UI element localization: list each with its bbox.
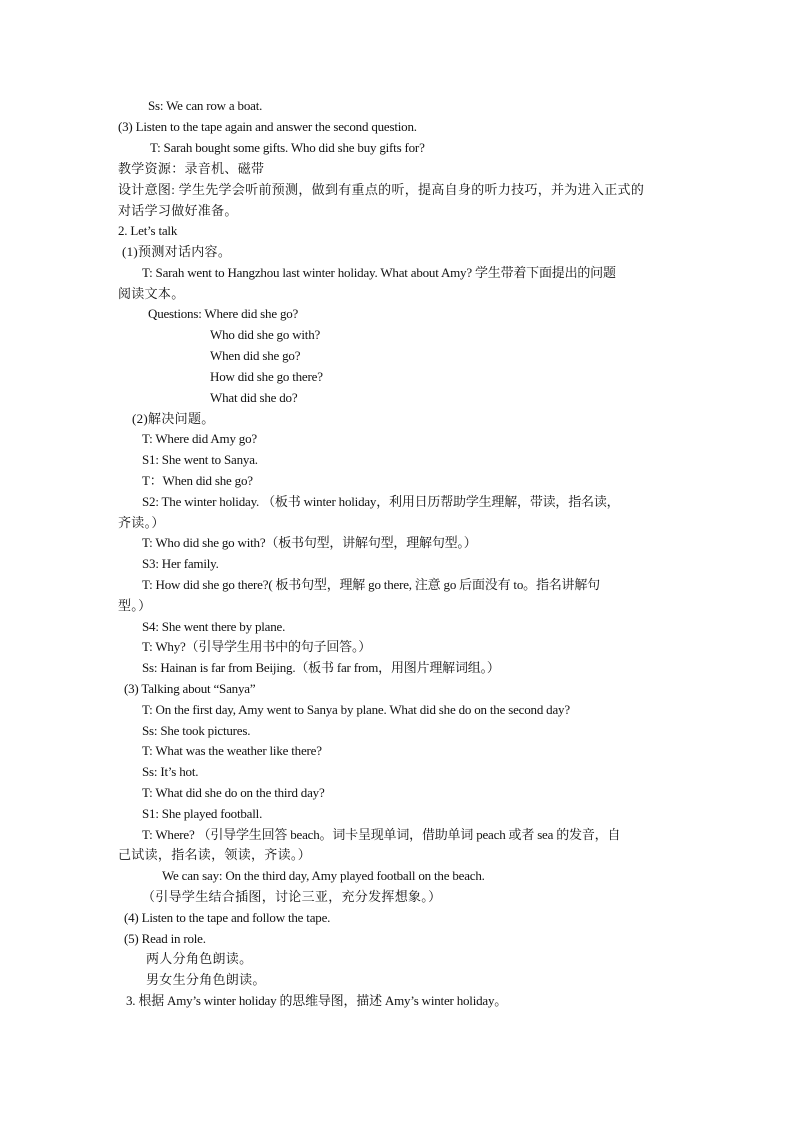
text-line: Ss: Hainan is far from Beijing.（板书 far from，用图片理解词组。） <box>142 660 500 675</box>
text-line: T: Sarah went to Hangzhou last winter holiday. What about Amy? 学生带着下面提出的问题 <box>142 265 616 280</box>
text-line: When did she go? <box>210 348 301 363</box>
text-line: T: What was the weather like there? <box>142 743 322 758</box>
text-line: S1: She went to Sanya. <box>142 452 258 467</box>
text-line: 男女生分角色朗读。 <box>146 972 266 987</box>
subsection-heading: (3) Talking about “Sanya” <box>124 681 256 696</box>
text-line: How did she go there? <box>210 369 323 384</box>
text-line: Ss: She took pictures. <box>142 723 251 738</box>
text-line: S3: Her family. <box>142 556 219 571</box>
text-line: T：When did she go? <box>142 473 253 488</box>
text-line: T: What did she do on the third day? <box>142 785 325 800</box>
text-line: 对话学习做好准备。 <box>118 203 238 218</box>
text-line: Ss: We can row a boat. <box>148 98 263 113</box>
text-line: T: Sarah bought some gifts. Who did she buy gifts for? <box>150 140 425 155</box>
text-line: Ss: It’s hot. <box>142 764 199 779</box>
text-line: T: Why?（引导学生用书中的句子回答。） <box>142 639 372 654</box>
section-heading: 2. Let’s talk <box>118 223 178 238</box>
text-line: T: Who did she go with?（板书句型，讲解句型，理解句型。） <box>142 535 477 550</box>
text-line: S1: She played football. <box>142 806 263 821</box>
subsection-heading: (2)解决问题。 <box>132 411 215 426</box>
text-line: Who did she go with? <box>210 327 321 342</box>
text-line: 型。） <box>118 598 152 613</box>
subsection-heading: (1)预测对话内容。 <box>122 244 232 259</box>
text-line: T: Where? （引导学生回答 beach。词卡呈现单词，借助单词 peach 或者 sea 的发音，自 <box>142 827 621 842</box>
text-line: 阅读文本。 <box>118 286 185 301</box>
text-line: 设计意图: 学生先学会听前预测，做到有重点的听，提高自身的听力技巧，并为进入正式的 <box>118 182 645 197</box>
text-line: 教学资源：录音机、磁带 <box>118 161 265 176</box>
subsection-heading: (4) Listen to the tape and follow the tape. <box>124 910 331 925</box>
text-line: 己试读，指名读，领读，齐读。） <box>118 847 312 862</box>
text-line: T: Where did Amy go? <box>142 431 257 446</box>
text-line: T: How did she go there?( 板书句型，理解 go there, 注意 go 后面没有 to。指名讲解句 <box>142 577 600 592</box>
text-line: (3) Listen to the tape again and answer the second question. <box>118 119 417 134</box>
text-line: 齐读。） <box>118 515 165 530</box>
text-line: We can say: On the third day, Amy played football on the beach. <box>162 868 485 883</box>
text-line: 两人分角色朗读。 <box>146 951 253 966</box>
text-line: What did she do? <box>210 390 298 405</box>
text-line: S2: The winter holiday. （板书 winter holiday，利用日历帮助学生理解，带读，指名读， <box>142 494 620 509</box>
text-line: T: On the first day, Amy went to Sanya by plane. What did she do on the second day? <box>142 702 570 717</box>
subsection-heading: (5) Read in role. <box>124 931 206 946</box>
text-line: Questions: Where did she go? <box>148 306 299 321</box>
section-heading: 3. 根据 Amy’s winter holiday 的思维导图，描述 Amy’s winter holiday。 <box>126 993 508 1008</box>
text-line: （引导学生结合插图，讨论三亚，充分发挥想象。） <box>142 889 442 904</box>
text-line: S4: She went there by plane. <box>142 619 286 634</box>
